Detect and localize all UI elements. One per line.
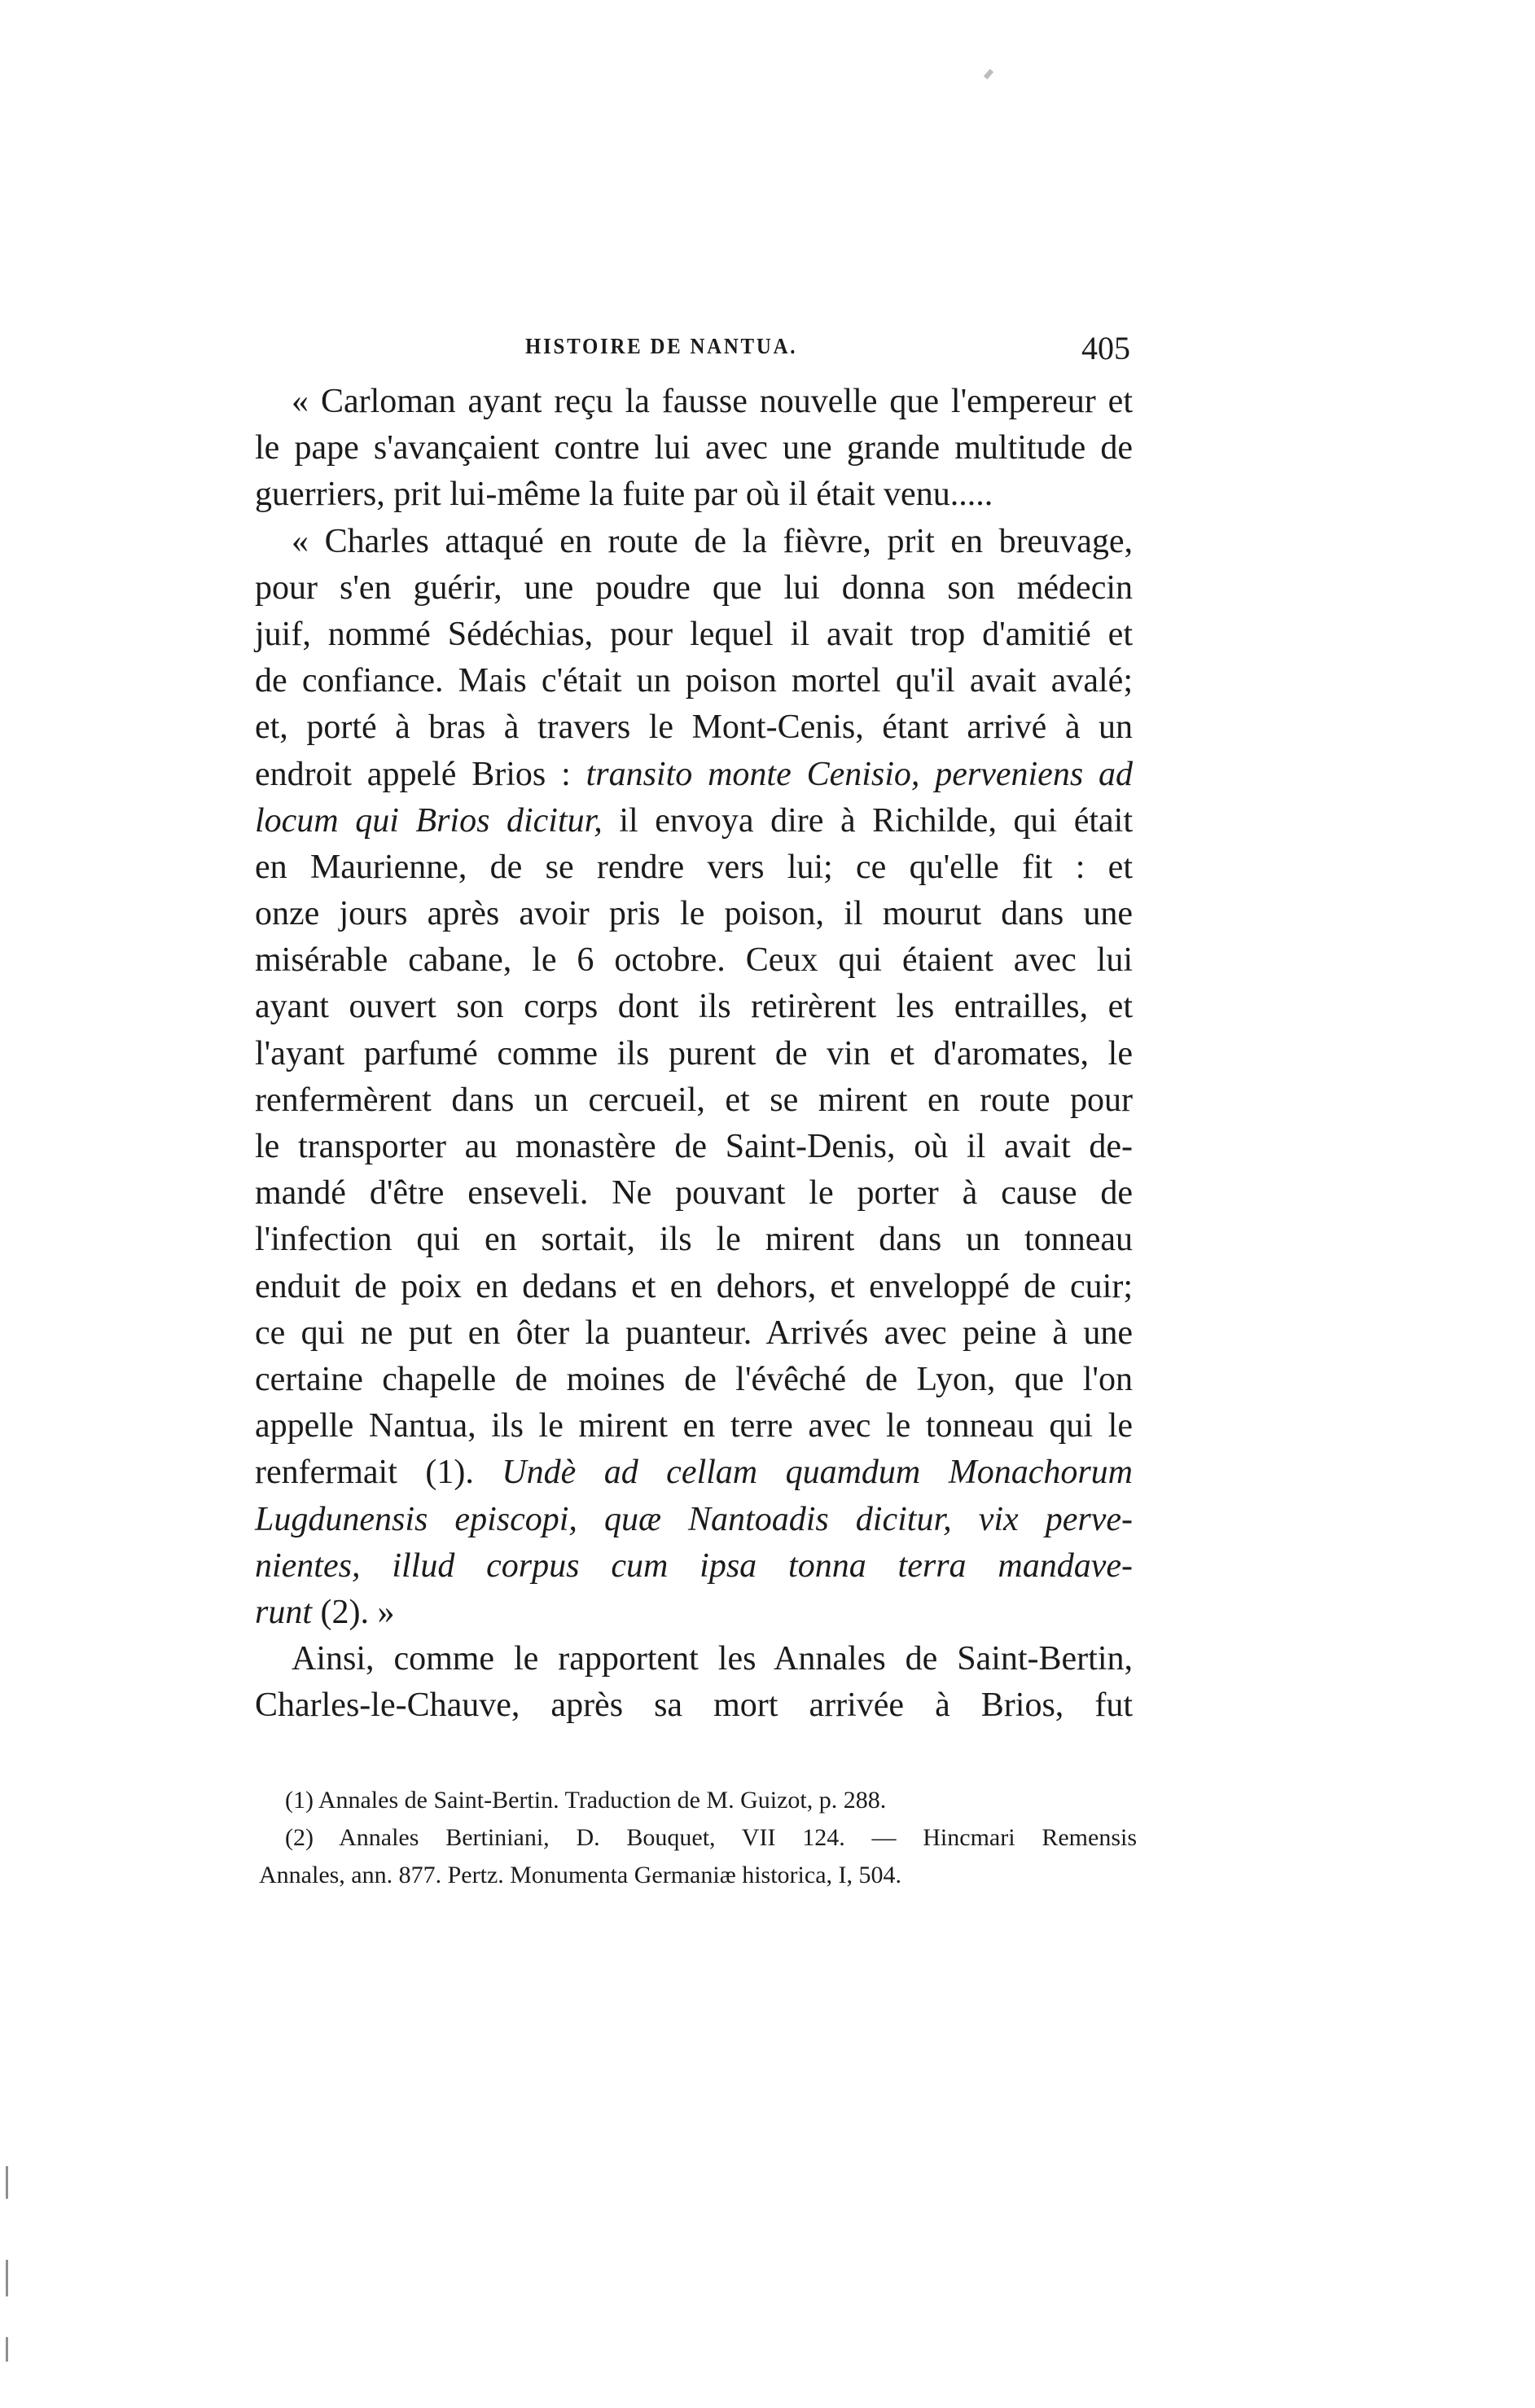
- text-line: « Charles attaqué en route de la fièvre, prit en breuvage,: [292, 522, 1133, 560]
- text-run: (2). »: [320, 1593, 395, 1631]
- text-line: appelle Nantua, ils le mirent en terre avec le tonneau qui le: [255, 1407, 1133, 1445]
- text-line: [255, 752, 1133, 798]
- scan-edge-mark: [6, 2337, 8, 2362]
- text-line: le pape s'avançaient contre lui avec une grande multitude de: [255, 429, 1133, 467]
- text-line: juif, nommé Sédéchias, pour lequel il avait trop d'amitié et: [255, 615, 1133, 653]
- latin-quote: locum qui Brios dicitur,: [255, 801, 603, 840]
- text-line: de confiance. Mais c'était un poison mortel qu'il avait avalé;: [255, 662, 1133, 700]
- text-line: mandé d'être enseveli. Ne pouvant le porter à cause de: [255, 1174, 1133, 1213]
- text-line: le transporter au monastère de Saint-Denis, où il avait de-: [255, 1128, 1133, 1165]
- text-line: l'infection qui en sortait, ils le mirent dans un tonneau: [255, 1221, 1133, 1259]
- footnote-1: (1) Annales de Saint-Bertin. Traduction de M. Guizot, p. 288.: [285, 1787, 887, 1814]
- latin-quote: Undè ad cellam quamdum Monachorum: [502, 1454, 1134, 1492]
- text-run: il envoya dire à Richilde, qui était: [619, 801, 1133, 840]
- latin-quote: transito monte Cenisio, perveniens ad: [585, 755, 1133, 793]
- latin-quote: runt: [255, 1593, 313, 1631]
- text-line: ayant ouvert son corps dont ils retirèrent les entrailles, et: [255, 988, 1133, 1026]
- footnote-2: (2) Annales Bertiniani, D. Bouquet, VII 124. — Hincmari Remensis: [285, 1824, 1137, 1851]
- text-line: [255, 1450, 1133, 1496]
- text-run: endroit appelé Brios :: [255, 755, 571, 793]
- latin-quote-line: Lugdunensis episcopi, quæ Nantoadis dicitur, vix perve-: [255, 1500, 1133, 1538]
- text-line: certaine chapelle de moines de l'évêché de Lyon, que l'on: [255, 1360, 1133, 1398]
- text-line: guerriers, prit lui-même la fuite par où il était venu.....: [255, 476, 993, 514]
- latin-quote-line: nientes, illud corpus cum ipsa tonna terra mandave-: [255, 1546, 1133, 1585]
- text-line: en Maurienne, de se rendre vers lui; ce qu'elle fit : et: [255, 848, 1133, 886]
- text-line: onze jours après avoir pris le poison, il mourut dans une: [255, 895, 1133, 933]
- scan-edge-mark: [6, 2260, 8, 2296]
- text-line: « Carloman ayant reçu la fausse nouvelle que l'empereur et: [292, 383, 1133, 420]
- paper-speck: [984, 68, 993, 79]
- text-line: renfermèrent dans un cercueil, et se mirent en route pour: [255, 1081, 1133, 1119]
- footnote-2-continued: Annales, ann. 877. Pertz. Monumenta Germaniæ historica, I, 504.: [259, 1862, 901, 1888]
- footnotes: [259, 1782, 1137, 1894]
- text-line: [255, 1590, 1133, 1636]
- text-line: Ainsi, comme le rapportent les Annales de Saint-Bertin,: [292, 1640, 1133, 1678]
- text-line: [255, 798, 1133, 844]
- text-line: et, porté à bras à travers le Mont-Cenis, étant arrivé à un: [255, 708, 1133, 747]
- text-line: enduit de poix en dedans et en dehors, et enveloppé de cuir;: [255, 1267, 1133, 1305]
- text-line: ce qui ne put en ôter la puanteur. Arrivés avec peine à une: [255, 1314, 1133, 1352]
- text-line: l'ayant parfumé comme ils purent de vin et d'aromates, le: [255, 1034, 1133, 1072]
- scan-edge-mark: [6, 2166, 8, 2199]
- page-number: 405: [1081, 330, 1130, 366]
- text-line: misérable cabane, le 6 octobre. Ceux qui étaient avec lui: [255, 941, 1133, 980]
- running-head: [259, 329, 1130, 370]
- body-text: [255, 379, 1133, 1729]
- text-run: renfermait (1).: [255, 1454, 474, 1492]
- text-line: pour s'en guérir, une poudre que lui donna son médecin: [255, 568, 1133, 607]
- text-line: Charles-le-Chauve, après sa mort arrivée à Brios, fut: [255, 1686, 1133, 1725]
- running-title: HISTOIRE DE NANTUA.: [525, 334, 798, 358]
